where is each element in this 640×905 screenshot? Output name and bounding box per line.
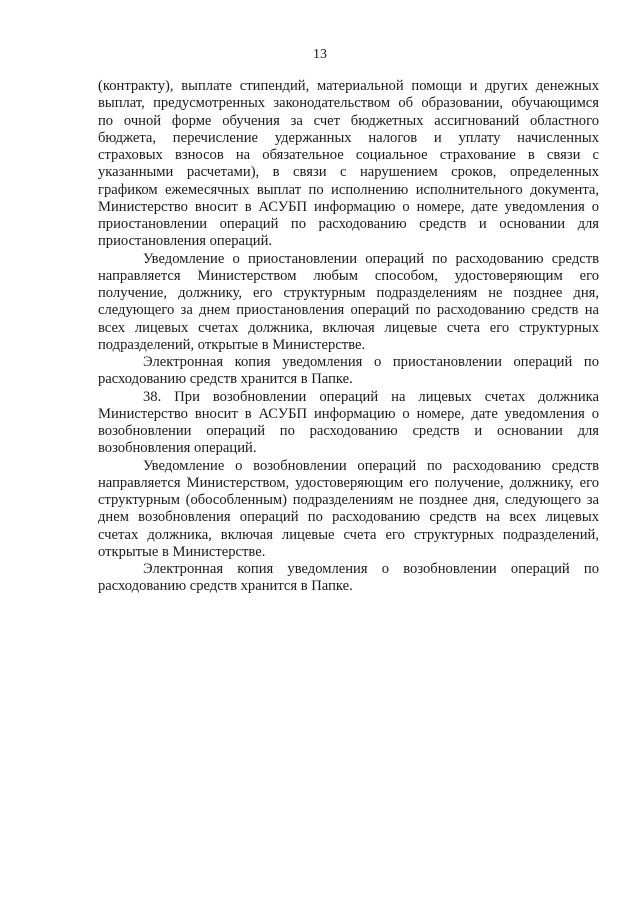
text-line: получение, должнику, его структурным подразделениям не позднее дня, [98,285,599,301]
page-number: 13 [313,47,327,62]
text-line: расходованию средств хранится в Папке. [98,578,353,595]
text-line: подразделений, открытые в Министерстве. [98,336,366,353]
text-line: Министерство вносит в АСУБП информацию о номере, дате уведомления о [98,405,599,422]
text-line: Уведомление о приостановлении операций по расходованию средств [143,250,599,267]
text-line: возобновления операций. [98,440,257,457]
text-line: приостановления операций. [98,233,273,250]
text-line: графиком ежемесячных выплат по исполнению исполнительного документа, [98,181,599,198]
text-line: Электронная копия уведомления о приостановлении операций по [143,354,599,370]
text-line: следующего за днем приостановления операций по расходованию средств на [98,302,599,319]
text-line: Уведомление о возобновлении операций по расходованию средств [143,457,599,474]
text-line: направляется Министерством, удостоверяющим его получение, должнику, его [98,474,599,491]
text-line: открытые в Министерстве. [98,543,266,560]
text-line: структурным (обособленным) подразделениям не позднее дня, следующего за [98,492,599,508]
text-line: бюджета, перечисление удержанных налогов и уплату начисленных [98,129,599,146]
text-line: Электронная копия уведомления о возобновлении операций по [143,561,599,577]
text-line: возобновлении операций по расходованию средств и основании для [98,423,599,439]
text-line: направляется Министерством любым способом, удостоверяющим его [98,267,599,284]
text-line: счетах должника, включая лицевые счета его структурных подразделений, [98,526,599,543]
text-line: по очной форме обучения за счет бюджетных ассигнований областного [98,112,599,129]
text-line: страховых взносов на обязательное социальное страхование в связи с [98,147,599,163]
text-line: выплат, предусмотренных законодательством об образовании, обучающимся [98,95,599,112]
text-line: приостановлении операций по расходованию средств и основании для [98,216,599,232]
text-line: Министерство вносит в АСУБП информацию о номере, дате уведомления о [98,198,599,215]
text-line: (контракту), выплате стипендий, материальной помощи и других денежных [98,78,599,94]
text-line: указанными расчетами), в связи с нарушением сроков, определенных [98,164,599,181]
text-line: днем возобновления операций по расходованию средств на всех лицевых [98,509,599,526]
text-line: расходованию средств хранится в Папке. [98,371,353,388]
text-line: 38. При возобновлении операций на лицевых счетах должника [143,388,599,405]
text-line: всех лицевых счетах должника, включая лицевые счета его структурных [98,319,599,336]
